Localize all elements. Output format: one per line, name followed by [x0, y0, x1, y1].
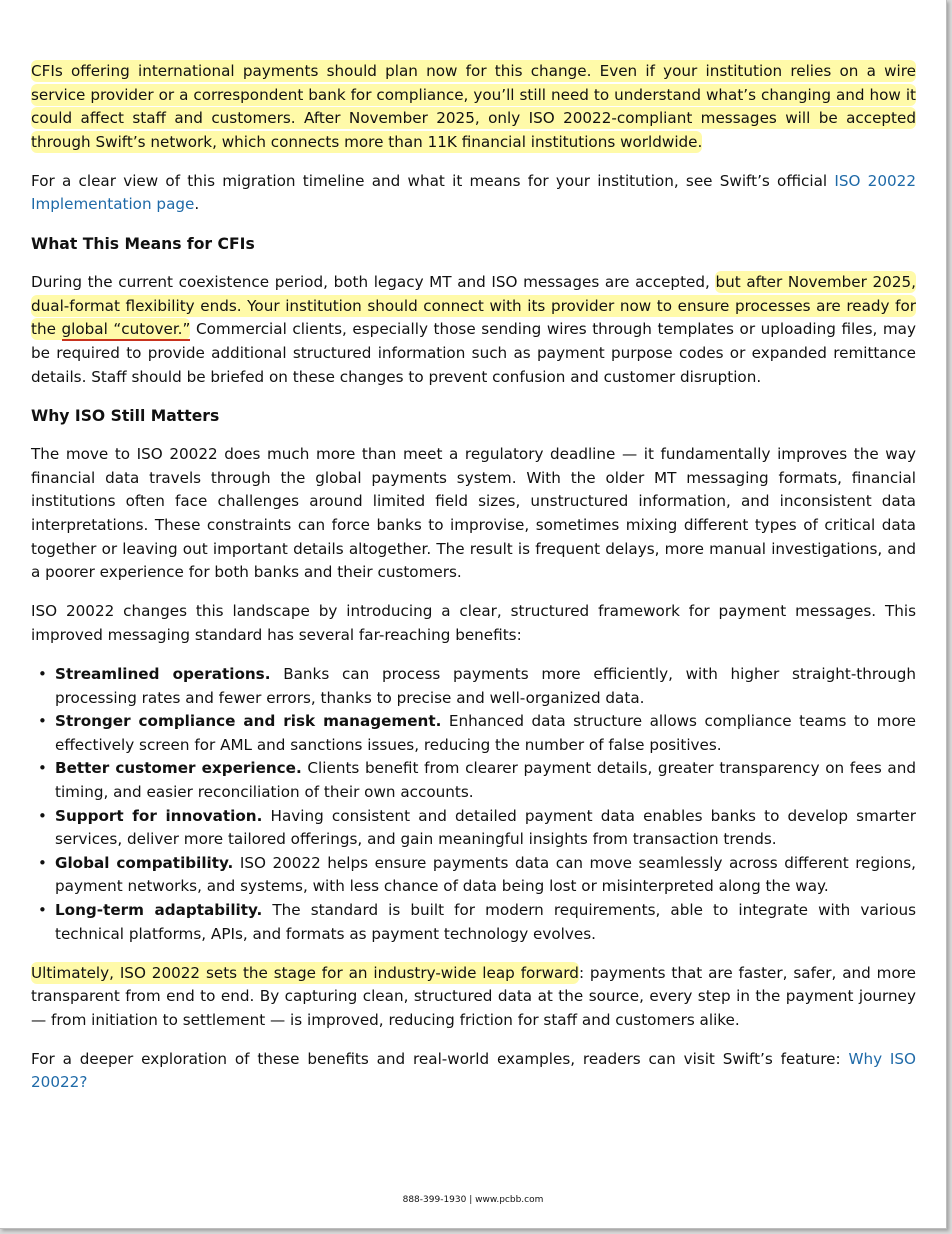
list-item-title: Global compatibility.	[55, 853, 234, 872]
list-item-text: ISO 20022 helps ensure payments data can move seamlessly across different regions, payment networks, and systems, with less chance of data being lost or misinterpreted along the way.	[55, 853, 917, 896]
highlighted-text: CFIs offering international payments should plan now for this change. Even if your institution relies on a wire service provider or a correspondent bank for compliance, you’ll still need to understand what’s changing and how it could affect staff and customers. After November 2025, only ISO 20022-compliant messages will be accepted through Swift’s network, which connects more than 11K financial institutions worldwide.	[31, 62, 916, 151]
underlined-text: global “cutover.”	[62, 320, 191, 341]
section-heading-cfis: What This Means for CFIs	[31, 234, 255, 253]
why-iso-link[interactable]: Why ISO 20022?	[31, 1049, 916, 1092]
move-paragraph: The move to ISO 20022 does much more than meet a regulatory deadline — it fundamentally improves the way financial data travels through the global payments system. With the older MT messaging formats, financial institutions often face challenges around limited field sizes, unstructured information, and inconsistent data interpretations. These constraints can force banks to improvise, sometimes mixing different types of critical data together or leaving out important details altogether. The result is frequent delays, more manual investigations, and a poorer experience for both banks and their customers.	[31, 445, 916, 582]
list-item-text: Having consistent and detailed payment data enables banks to develop smarter services, deliver more tailored offerings, and gain meaningful insights from transaction trends.	[55, 806, 916, 849]
landscape-paragraph: ISO 20022 changes this landscape by introducing a clear, structured framework for payment messages. This improved messaging standard has several far-reaching benefits:	[31, 602, 916, 644]
section-heading-why-iso: Why ISO Still Matters	[31, 406, 220, 425]
paragraph-text: For a deeper exploration of these benefits and real-world examples, readers can visit Swift’s feature:	[31, 1049, 849, 1068]
list-item-text: Clients benefit from clearer payment details, greater transparency on fees and timing, and easier reconciliation of their own accounts.	[55, 759, 916, 801]
document-body	[31, 60, 916, 1111]
paragraph-text: During the current coexistence period, both legacy MT and ISO messages are accepted,	[31, 273, 716, 292]
list-item-title: Better customer experience.	[55, 759, 302, 778]
paragraph-text: .	[194, 195, 200, 214]
intro-paragraph	[31, 60, 916, 154]
list-item-text: The standard is built for modern requirements, able to integrate with various technical platforms, APIs, and formats as payment technology evolves.	[55, 900, 916, 943]
list-item-title: Streamlined operations.	[55, 664, 271, 683]
list-item-title: Long-term adaptability.	[55, 900, 263, 919]
highlighted-text: Ultimately, ISO 20022 sets the stage for an industry-wide leap forward	[31, 963, 579, 982]
deeper-exploration-paragraph	[31, 1048, 916, 1095]
page-footer: 888-399-1930 | www.pcbb.com	[402, 1195, 544, 1205]
paragraph-text: For a clear view of this migration timeline and what it means for your institution, see Swift’s official	[31, 171, 835, 190]
list-item-title: Support for innovation.	[55, 806, 263, 825]
list-item-title: Stronger compliance and risk management.	[55, 712, 442, 731]
list-item-text: Banks can process payments more efficiently, with higher straight-through processing rates and fewer errors, thanks to precise and well-organized data.	[55, 664, 916, 707]
coexistence-paragraph	[31, 271, 916, 389]
highlighted-text-part: but after November 2025, dual-format flexibility ends. Your institution should connect with its provider now to ensure processes are ready for the	[31, 273, 916, 339]
list-item	[55, 663, 916, 710]
list-item	[55, 757, 916, 804]
ultimately-paragraph	[31, 962, 916, 1033]
list-item	[55, 852, 916, 899]
benefits-list	[31, 663, 916, 946]
iso-implementation-link[interactable]: ISO 20022 Implementation page	[31, 171, 917, 214]
paragraph-text: : payments that are faster, safer, and more transparent from end to end. By capturing clean, structured data at the source, every step in the payment journey — from initiation to settlement — is improved, reducing friction for staff and customers alike.	[31, 963, 917, 1029]
list-item-text: Enhanced data structure allows compliance teams to more effectively screen for AML and sanctions issues, reducing the number of false positives.	[55, 712, 916, 754]
list-item	[55, 710, 916, 757]
paragraph-text: Commercial clients, especially those sending wires through templates or uploading files, may be required to provide additional structured information such as payment purpose codes or expanded remittance details. Staff should be briefed on these changes to prevent confusion and customer disruption.	[31, 320, 916, 386]
list-item	[55, 899, 916, 946]
list-item	[55, 805, 916, 852]
timeline-paragraph	[31, 170, 916, 217]
